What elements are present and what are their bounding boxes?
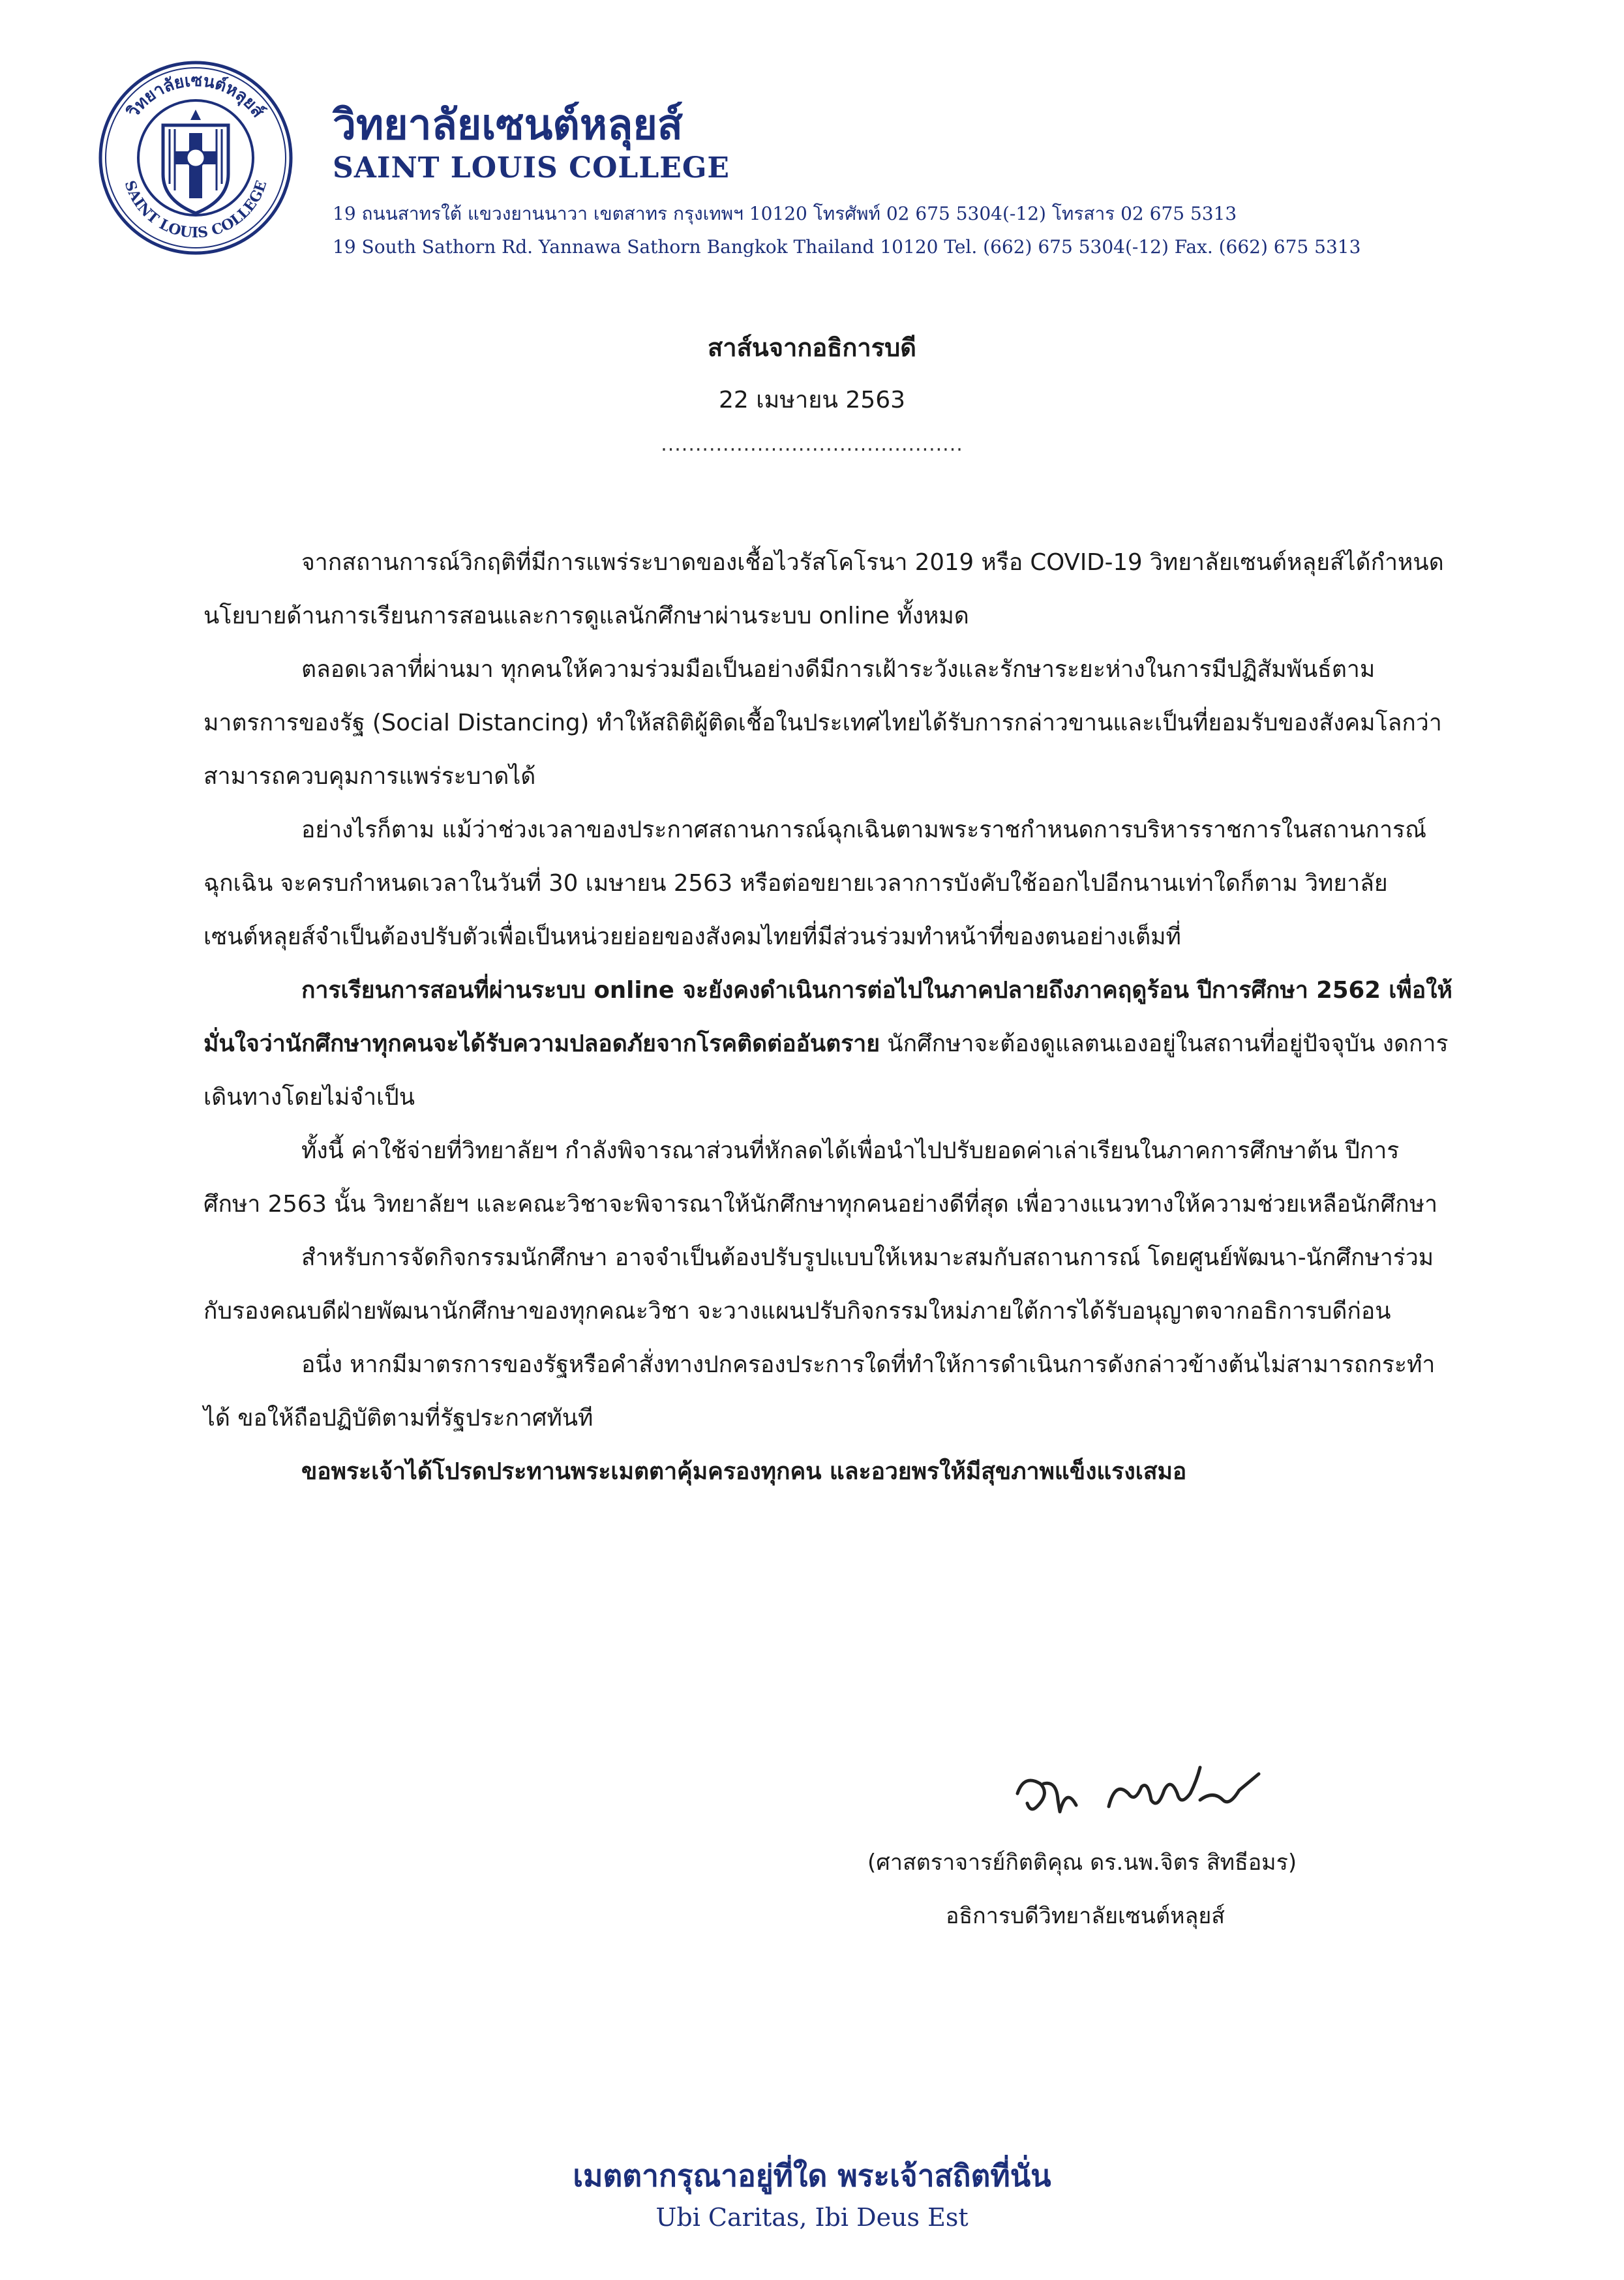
emphasized-text: การเรียนการสอนที่ผ่านระบบ online จะยังคงดำเนินการต่อไปในภาคปลายถึงภาคฤดูร้อน ปีการศึกษา 2562 เพื่อให้มั่นใจว่านักศึกษาทุกคนจะได้รับความปลอดภัยจากโรคติดต่ออันตราย [203, 977, 1452, 1057]
signatory-position: อธิการบดีวิทยาลัยเซนต์หลุยส์ [946, 1903, 1225, 1929]
college-name-thai: วิทยาลัยเซนต์หลุยส์ [333, 100, 683, 149]
paragraph [203, 1445, 1456, 1499]
letter-title: สาส์นจากอธิการบดี [708, 333, 916, 362]
address-thai: 19 ถนนสาทรใต้ แขวงยานนาวา เขตสาทร กรุงเทพฯ 10120 โทรศัพท์ 02 675 5304(-12) โทรสาร 02 675 5313 [333, 203, 1237, 224]
letter-body [203, 536, 1456, 1499]
college-name-english: SAINT LOUIS COLLEGE [333, 151, 730, 185]
svg-text:วิทยาลัยเซนต์หลุยส์: วิทยาลัยเซนต์หลุยส์ [123, 70, 268, 122]
paragraph: การเรียนการสอนที่ผ่านระบบ online จะยังคงดำเนินการต่อไปในภาคปลายถึงภาคฤดูร้อน ปีการศึกษา 2562 เพื่อให้มั่นใจว่านักศึกษาทุกคนจะได้รับความปลอดภัยจากโรคติดต่ออันตราย นักศึกษาจะต้องดูแลตนเองอยู่ในสถานที่อยู่ปัจจุบัน งดการเดินทางโดยไม่จำเป็น [203, 977, 1452, 1111]
paragraph: อย่างไรก็ตาม แม้ว่าช่วงเวลาของประกาศสถานการณ์ฉุกเฉินตามพระราชกำหนดการบริหารราชการในสถานการณ์ฉุกเฉิน จะครบกำหนดเวลาในวันที่ 30 เมษายน 2563 หรือต่อขยายเวลาการบังคับใช้ออกไปอีกนานเท่าใดก็ตาม วิทยาลัยเซนต์หลุยส์จำเป็นต้องปรับตัวเพื่อเป็นหน่วยย่อยของสังคมไทยที่มีส่วนร่วมทำหน้าที่ของตนอย่างเต็มที่ [203, 817, 1427, 950]
handwritten-signature [1004, 1754, 1278, 1826]
paragraph: จากสถานการณ์วิกฤติที่มีการแพร่ระบาดของเชื้อไวรัสโคโรนา 2019 หรือ COVID-19 วิทยาลัยเซนต์หลุยส์ได้กำหนดนโยบายด้านการเรียนการสอนและการดูแลนักศึกษาผ่านระบบ online ทั้งหมด [203, 549, 1444, 629]
paragraph: ตลอดเวลาที่ผ่านมา ทุกคนให้ความร่วมมือเป็นอย่างดีมีการเฝ้าระวังและรักษาระยะห่างในการมีปฏิสัมพันธ์ตามมาตรการของรัฐ (Social Distancing) ทำให้สถิติผู้ติดเชื้อในประเทศไทยได้รับการกล่าวขานและเป็นที่ยอมรับของสังคมโลกว่าสามารถควบคุมการแพร่ระบาดได้ [203, 656, 1442, 790]
dotted-separator: ............................................ [661, 433, 963, 456]
motto-latin: Ubi Caritas, Ibi Deus Est [655, 2203, 969, 2232]
closing-blessing: ขอพระเจ้าได้โปรดประทานพระเมตตาคุ้มครองทุกคน และอวยพรให้มีสุขภาพแข็งแรงเสมอ [301, 1458, 1187, 1485]
college-seal-logo [98, 60, 293, 256]
paragraph: สำหรับการจัดกิจกรรมนักศึกษา อาจจำเป็นต้องปรับรูปแบบให้เหมาะสมกับสถานการณ์ โดยศูนย์พัฒนา-นักศึกษาร่วมกับรองคณบดีฝ่ายพัฒนานักศึกษาของทุกคณะวิชา จะวางแผนปรับกิจกรรมใหม่ภายใต้การได้รับอนุญาตจากอธิการบดีก่อน [203, 1244, 1434, 1325]
letter-date: 22 เมษายน 2563 [719, 387, 905, 413]
paragraph: อนึ่ง หากมีมาตรการของรัฐหรือคำสั่งทางปกครองประการใดที่ทำให้การดำเนินการดังกล่าวข้างต้นไม่สามารถกระทำได้ ขอให้ถือปฏิบัติตามที่รัฐประกาศทันที [203, 1351, 1436, 1432]
address-english: 19 South Sathorn Rd. Yannawa Sathorn Bangkok Thailand 10120 Tel. (662) 675 5304(-12) Fax. (662) 675 5313 [333, 236, 1361, 258]
paragraph: ทั้งนี้ ค่าใช้จ่ายที่วิทยาลัยฯ กำลังพิจารณาส่วนที่หักลดได้เพื่อนำไปปรับยอดค่าเล่าเรียนในภาคการศึกษาต้น ปีการศึกษา 2563 นั้น วิทยาลัยฯ และคณะวิชาจะพิจารณาให้นักศึกษาทุกคนอย่างดีที่สุด เพื่อวางแนวทางให้ความช่วยเหลือนักศึกษา [203, 1137, 1438, 1218]
signatory-name: (ศาสตราจารย์กิตติคุณ ดร.นพ.จิตร สิทธีอมร) [867, 1850, 1297, 1876]
motto-thai: เมตตากรุณาอยู่ที่ใด พระเจ้าสถิตที่นั่น [573, 2158, 1051, 2193]
svg-text:SAINT LOUIS COLLEGE: SAINT LOUIS COLLEGE [121, 178, 271, 242]
